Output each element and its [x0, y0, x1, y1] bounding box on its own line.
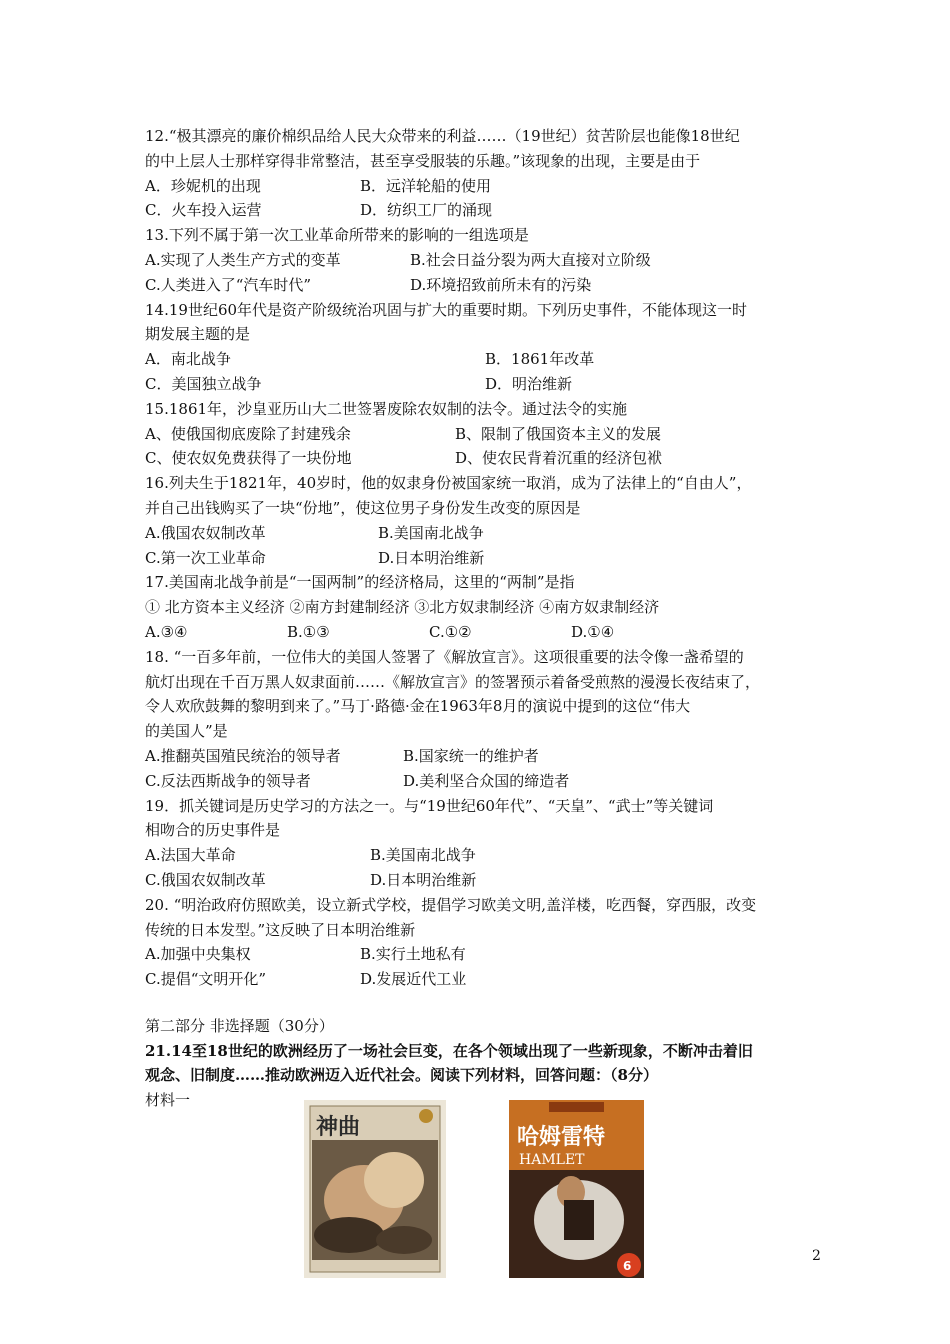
answer-option: B.国家统一的维护者 — [403, 746, 539, 765]
answer-option: B.社会日益分裂为两大直接对立阶级 — [410, 250, 651, 269]
answer-option: D.日本明治维新 — [370, 870, 477, 889]
question-14-stem-line: 期发展主题的是 — [145, 325, 251, 344]
book1-title: 神曲 — [316, 1114, 361, 1140]
question-21-stem-line: 观念、旧制度……推动欧洲迈入近代社会。阅读下列材料，回答问题：（8分） — [145, 1066, 658, 1085]
question-17-stem-line: 17.美国南北战争前是“一国两制”的经济格局，这里的“两制”是指 — [145, 573, 575, 592]
answer-option: B.美国南北战争 — [378, 523, 484, 542]
answer-option: B.美国南北战争 — [370, 846, 476, 865]
answer-option: D.发展近代工业 — [360, 970, 467, 989]
question-19-options-row — [145, 868, 825, 893]
question-19-stem-line: 19．抓关键词是历史学习的方法之一。与“19世纪60年代”、“天皇”、“武士”等关键词 — [145, 796, 714, 815]
question-17-options-row — [145, 620, 825, 645]
page-number: 2 — [812, 1248, 821, 1264]
question-18-options-row — [145, 769, 825, 794]
answer-option: D．明治维新 — [485, 374, 573, 393]
answer-option: D、使农民背着沉重的经济包袱 — [455, 449, 663, 468]
question-13-options-row — [145, 248, 825, 273]
answer-option: A.实现了人类生产方式的变革 — [145, 250, 341, 269]
question-18-stem-line: 航灯出现在千百万黑人奴隶面前……《解放宣言》的签署预示着备受煎熬的漫漫长夜结束了， — [145, 672, 761, 691]
question-16-options-row — [145, 521, 825, 546]
question-16-stem-line: 并自己出钱购买了一块“份地”，使这位男子身份发生改变的原因是 — [145, 498, 581, 517]
answer-option: A.俄国农奴制改革 — [145, 523, 266, 542]
question-13-stem-line: 13.下列不属于第一次工业革命所带来的影响的一组选项是 — [145, 226, 529, 245]
question-15-options-row — [145, 446, 825, 471]
question-18-stem-line: 令人欢欣鼓舞的黎明到来了。”马丁·路德·金在1963年8月的演说中提到的这位“伟大 — [145, 697, 691, 716]
answer-option: A.推翻英国殖民统治的领导者 — [145, 746, 341, 765]
book2-title: 哈姆雷特 — [517, 1124, 606, 1150]
material-label: 材料一 — [145, 1091, 191, 1110]
question-14-stem-line: 14.19世纪60年代是资产阶级统治巩固与扩大的重要时期。下列历史事件，不能体现这一时 — [145, 300, 748, 319]
answer-option: A.法国大革命 — [145, 846, 236, 865]
question-21-stem-line: 21.14至18世纪的欧洲经历了一场社会巨变，在各个领域出现了一些新现象，不断冲击着旧 — [145, 1041, 753, 1060]
answer-option: A．珍妮机的出现 — [145, 176, 261, 195]
answer-option: A.③④ — [145, 622, 188, 641]
divine-comedy-cover-image — [304, 1100, 446, 1278]
answer-option: B．1861年改革 — [485, 350, 595, 369]
answer-option: B.①③ — [287, 622, 330, 641]
question-19-options-row — [145, 843, 825, 868]
question-18-stem-line: 的美国人”是 — [145, 722, 228, 741]
question-14-options-row — [145, 347, 825, 372]
answer-option: A.加强中央集权 — [145, 945, 251, 964]
answer-option: B、限制了俄国资本主义的发展 — [455, 424, 662, 443]
answer-option: D.环境招致前所未有的污染 — [410, 275, 592, 294]
answer-option: A、使俄国彻底废除了封建残余 — [145, 424, 351, 443]
part2-heading: 第二部分 非选择题（30分） — [145, 1016, 334, 1035]
answer-option: B．远洋轮船的使用 — [360, 176, 492, 195]
question-12-options-row — [145, 174, 825, 199]
answer-option: C．火车投入运营 — [145, 201, 262, 220]
answer-option: D．纺织工厂的涌现 — [360, 201, 493, 220]
answer-option: B.实行土地私有 — [360, 945, 466, 964]
question-19-stem-line: 相吻合的历史事件是 — [145, 821, 281, 840]
answer-option: D.①④ — [571, 622, 615, 641]
question-13-options-row — [145, 273, 825, 298]
question-12-stem-line: 12.“极其漂亮的廉价棉织品给人民大众带来的利益……（19世纪）贫苦阶层也能像18世纪 — [145, 127, 740, 145]
question-18-stem-line: 18. “一百多年前，一位伟大的美国人签署了《解放宣言》。这项很重要的法令像一盏希望的 — [145, 647, 744, 666]
hamlet-cover-image — [509, 1100, 644, 1278]
question-15-options-row — [145, 422, 825, 447]
answer-option: C.第一次工业革命 — [145, 548, 266, 567]
book2-badge: 6 — [623, 1259, 632, 1273]
answer-option: C.人类进入了“汽车时代” — [145, 275, 312, 294]
answer-option: C．美国独立战争 — [145, 374, 262, 393]
answer-option: C.俄国农奴制改革 — [145, 870, 266, 889]
question-20-options-row — [145, 942, 825, 967]
question-content — [145, 124, 825, 1113]
question-12-options-row — [145, 198, 825, 223]
answer-option: C.①② — [429, 622, 472, 641]
question-20-stem-line: 20. “明治政府仿照欧美，设立新式学校，提倡学习欧美文明,盖洋楼，吃西餐，穿西服，改变 — [145, 895, 757, 914]
answer-option: D.美利坚合众国的缔造者 — [403, 771, 570, 790]
question-14-options-row — [145, 372, 825, 397]
question-12-stem-line: 的中上层人士那样穿得非常整洁，甚至享受服装的乐趣。”该现象的出现，主要是由于 — [145, 151, 701, 170]
question-18-options-row — [145, 744, 825, 769]
question-20-stem-line: 传统的日本发型。”这反映了日本明治维新 — [145, 920, 416, 939]
question-16-options-row — [145, 546, 825, 571]
question-17-stem-line: ① 北方资本主义经济 ②南方封建制经济 ③北方奴隶制经济 ④南方奴隶制经济 — [145, 598, 660, 617]
answer-option: C.反法西斯战争的领导者 — [145, 771, 311, 790]
answer-option: D.日本明治维新 — [378, 548, 485, 567]
question-15-stem-line: 15.1861年，沙皇亚历山大二世签署废除农奴制的法令。通过法令的实施 — [145, 399, 628, 418]
material-images — [0, 1100, 950, 1280]
question-20-options-row — [145, 967, 825, 992]
answer-option: A．南北战争 — [145, 350, 231, 369]
question-16-stem-line: 16.列夫生于1821年，40岁时，他的奴隶身份被国家统一取消，成为了法律上的“自由人”， — [145, 474, 752, 493]
answer-option: C.提倡“文明开化” — [145, 970, 267, 989]
answer-option: C、使农奴免费获得了一块份地 — [145, 449, 352, 468]
book2-subtitle: HAMLET — [519, 1152, 585, 1168]
